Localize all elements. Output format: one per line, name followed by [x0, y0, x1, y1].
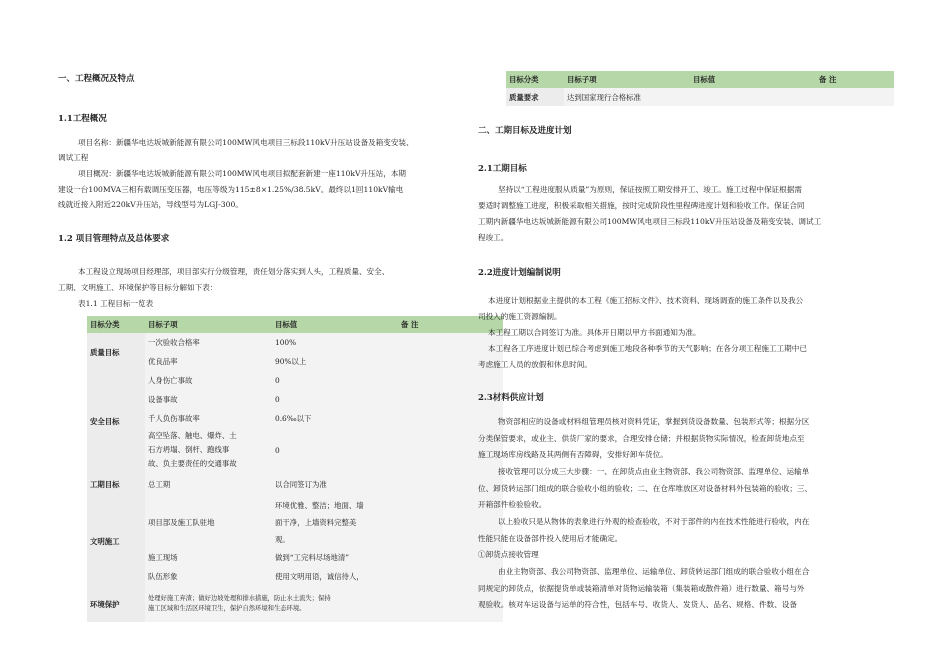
- table-header-row: [87, 316, 503, 333]
- requirements-line2: 工期、文明施工、环境保护等目标分解如下表：: [58, 283, 218, 292]
- cell-item-line: 故、负主要责任的交通事故: [148, 459, 237, 468]
- cell-value-line: 观。: [275, 534, 290, 544]
- cell-value: 以合同签订为准: [272, 472, 398, 496]
- p23-line: 接收管理可以分成三大步骤：一、在卸货点由业主物资部、我公司物资部、监理单位、运输单: [498, 467, 810, 476]
- p23-line: 以上验收只是从物体的表象进行外观的检查验收，不对于部件的内在技术性能进行验收，内在: [498, 517, 810, 526]
- p23-line: 性能只能在设备部件投入使用后才能确定。: [478, 534, 623, 543]
- cell-value: 0: [272, 390, 398, 409]
- section-heading-overview: 一、工程概况及特点: [58, 74, 135, 84]
- cell-value: 90%以上: [272, 352, 398, 371]
- cell-item: 优良品率: [145, 352, 272, 371]
- p23-line: 开箱部件检验验收。: [478, 500, 547, 509]
- cell-value-line: 面干净，上墙资料完整美: [275, 517, 357, 527]
- project-name-line1: 项目名称：新疆华电达坂城新能源有限公司100MW风电项目三标段110kV升压站设备及箱变安装、: [78, 138, 414, 147]
- cell-env-line: 施工区域和生活区环境卫生，保护自然环境和生态环境。: [148, 605, 306, 612]
- heading-2-1: 2.1工期目标: [478, 164, 527, 174]
- cell-value: 0.6‰以下: [272, 409, 398, 428]
- cell-env-desc: [145, 586, 503, 622]
- cell-remark: [398, 409, 503, 428]
- cell-item: 一次验收合格率: [145, 333, 272, 352]
- p22-line: 考虑施工人员的放假和休息时间。: [478, 360, 592, 369]
- header-category: 目标分类: [87, 316, 145, 333]
- cell-value: 达到国家现行合格标准: [564, 88, 894, 106]
- cell-item: 施工现场: [145, 548, 272, 567]
- table-row: [87, 428, 503, 472]
- p23-line: 物资部相应的设备或材料组管理员核对资料凭证，掌握到货设备数量、包装形式等；根据分区: [498, 417, 810, 426]
- category-quality: 质量目标: [87, 333, 145, 371]
- cell-value: [272, 496, 398, 548]
- cell-item: 人身伤亡事故: [145, 371, 272, 390]
- cell-item: 千人负伤事故率: [145, 409, 272, 428]
- header-subitem: 目标子项: [145, 316, 272, 333]
- cell-item: [145, 428, 272, 472]
- header-target: 目标值: [690, 71, 816, 88]
- cell-item: 设备事故: [145, 390, 272, 409]
- table-caption: 表1.1 工程目标一览表: [78, 299, 154, 308]
- project-name-line2: 调试工程: [58, 153, 89, 162]
- cell-item: 总工期: [145, 472, 272, 496]
- cell-value: 0: [272, 371, 398, 390]
- cell-remark: [398, 371, 503, 390]
- table-row: [87, 567, 503, 586]
- table-row: [87, 586, 503, 622]
- cell-value: 0: [272, 428, 398, 472]
- header-category: 目标分类: [506, 71, 564, 88]
- header-subitem: 目标子项: [564, 71, 690, 88]
- cell-item-line: 石方坍塌、倒杆、跑线事: [148, 445, 230, 454]
- p22-line: 本工程各工序进度计划已综合考虑到施工地段各种季节的天气影响；在各分项工程施工工期中已: [488, 344, 807, 353]
- table-row: [87, 409, 503, 428]
- quality-table: [506, 71, 894, 106]
- cell-env-line: 处理好施工弃渣；做好边坡处理和排水措施，防止水土流失；保持: [148, 595, 331, 602]
- table-row: [87, 548, 503, 567]
- header-remarks: 备 注: [398, 316, 503, 333]
- cell-item-line: 高空坠落、触电、爆炸、土: [148, 431, 237, 440]
- header-remarks: 备 注: [816, 71, 894, 88]
- p23-subheading: ①卸货点接收管理: [478, 550, 539, 559]
- header-target: 目标值: [272, 316, 398, 333]
- cell-value: 100%: [272, 333, 398, 352]
- category-quality-req: 质量要求: [506, 88, 564, 106]
- cell-value-line: 环境优雅、整洁；地面、墙: [275, 500, 364, 510]
- p23-line: 分类保管要求，或业主、供货厂家的要求，合理安排仓储；并根据货物实际情况，检查卸货地点至: [478, 434, 805, 443]
- table-row: [87, 496, 503, 548]
- p21-line: 工期内新疆华电达坂城新能源有限公司100MW风电项目三标段110kV升压站设备及箱变安装、调试工: [478, 217, 822, 226]
- project-overview-line1: 项目概况：新疆华电达坂城新能源有限公司100MW风电项目拟配套新建一座110kV升压站，本期: [78, 169, 407, 178]
- category-safety: 安全目标: [87, 371, 145, 472]
- table-row: [87, 390, 503, 409]
- p22-line: 本工程工期以合同签订为准。具体开日期以甲方书面通知为准。: [488, 328, 701, 337]
- heading-2-2: 2.2进度计划编制说明: [478, 268, 561, 278]
- p21-line: 要适时调整施工进度，积极采取相关措施，按时完成阶段性里程碑进度计划和验收工作。保证合同: [478, 201, 805, 210]
- category-environment: 环境保护: [87, 586, 145, 622]
- cell-value: 做到“工完料尽场地清”: [272, 548, 398, 567]
- category-civil: 文明施工: [87, 496, 145, 586]
- table-row: [87, 472, 503, 496]
- project-overview-line3: 线就近接入附近220kV升压站，导线型号为LGJ-300。: [58, 200, 243, 209]
- requirements-line1: 本工程设立现场项目经理部，项目部实行分级管理，责任划分落实到人头，工程质量、安全、: [78, 267, 390, 276]
- objectives-table: [87, 316, 503, 622]
- cell-item: 队伍形象: [145, 567, 272, 586]
- cell-item: 项目部及施工队驻地: [145, 496, 272, 548]
- section-heading-schedule: 二、工期目标及进度计划: [478, 126, 572, 136]
- heading-2-3: 2.3材料供应计划: [478, 393, 544, 403]
- table-header-row: [506, 71, 894, 88]
- table-row: [87, 371, 503, 390]
- table-row: [87, 352, 503, 371]
- p23-line: 施工现场库房线路及其两侧有否障碍，安排好卸车货位。: [478, 450, 668, 459]
- p21-line: 坚持以“工程进度服从质量”为原则，保证按照工期安排开工、竣工。施工过程中保证根据需: [498, 185, 802, 194]
- p21-line: 程竣工。: [478, 233, 509, 242]
- heading-1-1: 1.1工程概况: [58, 114, 107, 124]
- p23-line: 观验收。核对车运设备与运单的符合性，包括车号、收货人、发货人、品名、规格、件数、设备: [478, 600, 797, 609]
- cell-value: 使用文明用语，诚信待人，: [272, 567, 398, 586]
- p23-line: 由业主物资部、我公司物资部、监理单位、运输单位、卸货转运部门组成的联合验收小组在合: [498, 567, 810, 576]
- heading-1-2: 1.2 项目管理特点及总体要求: [58, 234, 170, 244]
- category-schedule: 工期目标: [87, 472, 145, 496]
- project-overview-line2: 建设一台100MVA三相有载调压变压器，电压等级为115±8×1.25%/38.5kV。最终以1回110kV输电: [58, 185, 404, 194]
- table-row: [87, 333, 503, 352]
- table-row: [506, 88, 894, 106]
- p23-line: 位、卸货转运部门组成的联合验收小组的验收；二、在仓库堆放区对设备材料外包装箱的验收；三、: [478, 484, 813, 493]
- p22-line: 本进度计划根据业主提供的本工程《施工招标文件》、技术资料、现场调查的施工条件以及我公: [488, 296, 804, 305]
- p23-line: 同规定的卸货点，依据提货单或装箱清单对货物运输装箱（集装箱或散件箱）进行数量、箱号与外: [478, 584, 805, 593]
- p22-line: 司投入的施工资源编制。: [478, 312, 562, 321]
